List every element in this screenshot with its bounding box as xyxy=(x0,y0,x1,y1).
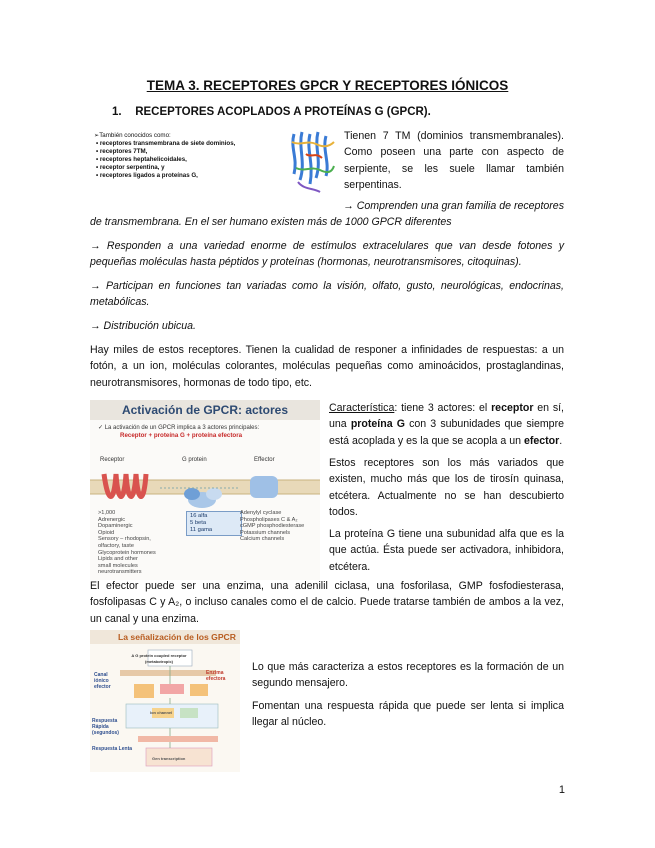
figure-title: Activación de GPCR: actores xyxy=(121,403,289,417)
receptor-types-list: >1,000 Adrenergic Dopaminergic Opioid Sensory – rhodopsin, olfactory, taste Glycoprotein hormones Lipids and other small molecules neurotransmitters xyxy=(98,510,156,576)
column-receptor: Receptor xyxy=(100,457,125,463)
figure-title: La señalización de los GPCR xyxy=(118,632,236,642)
gpcr-structure-image xyxy=(286,128,338,196)
page-number: 1 xyxy=(558,784,565,796)
figure-gpcr-signaling xyxy=(90,630,240,772)
figure-gpcr-actors xyxy=(90,400,320,580)
paragraph-distribution: → Distribución ubicua. xyxy=(90,320,196,332)
alias-item: • receptores heptahelicoidales, xyxy=(94,156,284,164)
section-heading-text: RECEPTORES ACOPLADOS A PROTEÍNAS G (GPCR). xyxy=(135,106,431,118)
paragraph-family-1: → Comprenden una gran familia de receptores xyxy=(343,200,564,212)
aliases-list xyxy=(94,132,284,180)
paragraph-effector: El efector puede ser una enzima, una adenilil ciclasa, una fosforilasa, GMP fosfodiesterasa, fosfolipasas C y A₂, o incluso canales como el de calcio. Puede tratarse también de ambos a la vez, un canal y una enzima. xyxy=(90,580,564,625)
paragraph-family-2: de transmembrana. En el ser humano existen más de 1000 GPCR diferentes xyxy=(90,216,452,228)
label-slow-response: Respuesta Lenta xyxy=(92,746,133,752)
column-effector: Effector xyxy=(254,457,275,463)
label-ion-channel: Canal iónico efector xyxy=(94,672,111,690)
paragraph-characteristic: Característica: tiene 3 actores: el receptor en sí, una proteína G con 3 subunidades que siempre está acoplada y es la que se acopla a un efector. xyxy=(329,402,565,447)
effector-types-list: Adenylyl cyclase Phospholipases C & A₂ cGMP phosphodiesterase Potassium channels Calcium channels xyxy=(240,510,305,543)
paragraph-varied: Estos receptores son los más variados que existen, mucho más que los de tirosín quinasa, etcétera. Actualmente no se han descubierto todos. xyxy=(329,457,564,519)
alias-item: • receptor serpentina, y xyxy=(94,164,284,172)
label-fast-response: Respuesta Rápida (segundos) xyxy=(92,718,119,736)
paragraph-thousands: Hay miles de estos receptores. Tienen la cualidad de responer a infinidades de respuestas: a un fotón, a un ion, moléculas colorantes, moléculas pequeñas como aminoácidos, prostaglandinas, neurotransmisores, hormonas de todo tipo, etc. xyxy=(90,344,564,389)
column-gprotein: G protein xyxy=(182,457,207,463)
cell-box-label: Gen transcription xyxy=(152,756,186,761)
section-number: 1. xyxy=(112,106,122,118)
paragraph-alpha: La proteína G tiene una subunidad alfa que es la que actúa. Ésta puede ser activadora, inhibidora, etcétera. xyxy=(329,528,564,573)
label-enzyme: Enzima efectora xyxy=(206,670,226,682)
alias-item: • receptores 7TM, xyxy=(94,148,284,156)
paragraph-stimuli: → Responden a una variedad enorme de estímulos extracelulares que van desde fotones y pequeñas moléculas hasta péptidos y proteínas (hormonas, neurotransmisores, citoquinas). xyxy=(90,240,564,269)
paragraph-second-messenger: Lo que más caracteriza a estos receptores es la formación de un segundo mensajero. xyxy=(252,661,564,690)
page-title: TEMA 3. RECEPTORES GPCR Y RECEPTORES IÓNICOS xyxy=(146,78,509,93)
figure-gpcr-names xyxy=(90,128,338,196)
section-heading xyxy=(112,106,431,118)
paragraph-fast-response: Fomentan una respuesta rápida que puede ser lenta si implica llegar al núcleo. xyxy=(252,700,564,729)
alias-item: • receptores transmembrana de siete dominios, xyxy=(94,140,284,148)
alias-item: • receptores ligados a proteínas G, xyxy=(94,172,284,180)
membrane-diagram xyxy=(90,464,320,510)
aliases-header: ➢ También conocidos como: xyxy=(94,132,284,140)
paragraph-functions: → Participan en funciones tan variadas como la visión, olfato, gusto, neurológicas, endocrinas, metabólicas. xyxy=(90,280,564,309)
figure-actors: Receptor + proteína G + proteína efectora xyxy=(120,432,243,439)
paragraph-tm: Tienen 7 TM (dominios transmembranales). Como poseen una parte con aspecto de serpiente, se les suele llamar también serpentinas. xyxy=(344,130,564,192)
top-box-label: A G protein coupled receptor (metabotropic) xyxy=(131,653,187,664)
gprotein-subunits-box: 16 alfa 5 beta 11 gama xyxy=(186,511,242,536)
figure-subtitle: ✓ La activación de un GPCR implica a 3 actores principales: xyxy=(98,425,260,431)
small-box-label: Ion channel xyxy=(150,710,173,715)
